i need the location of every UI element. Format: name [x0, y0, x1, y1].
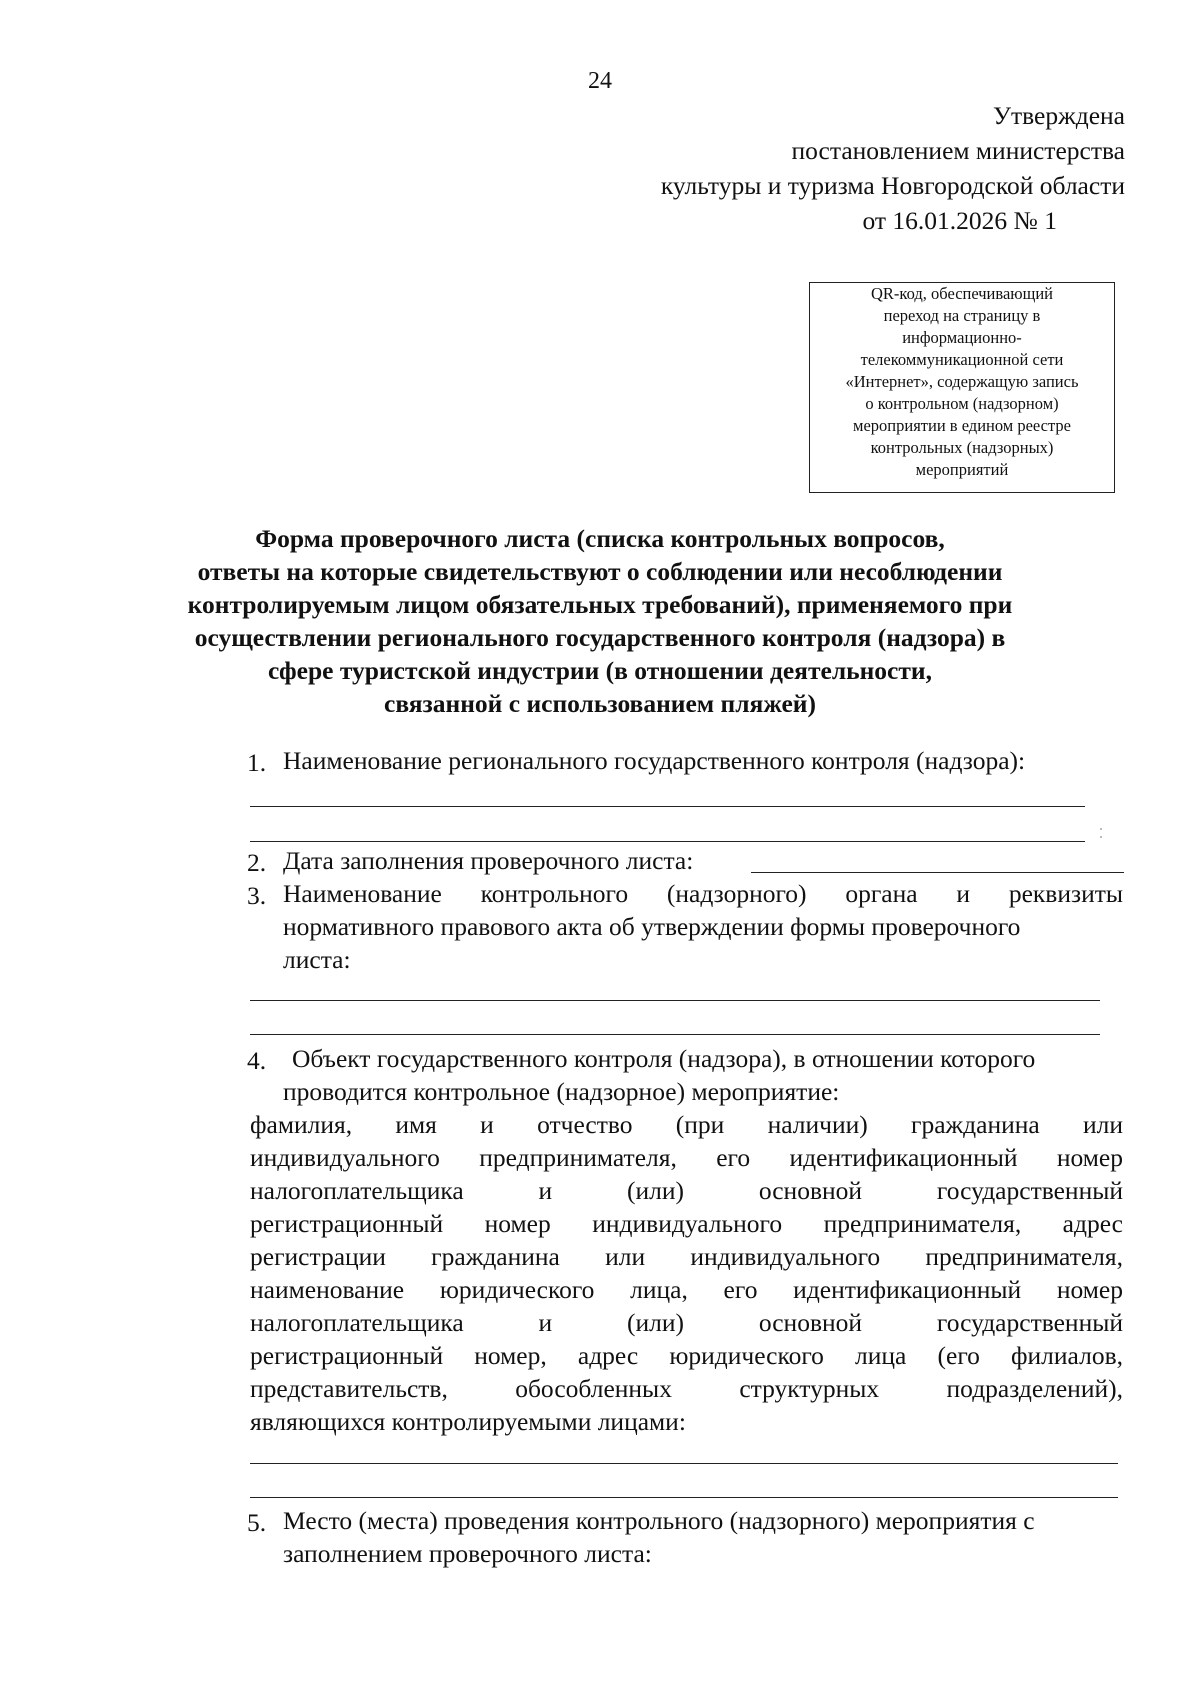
item-3-label-line-2: нормативного правового акта об утверждении формы проверочного — [283, 912, 1021, 941]
item-4-body-line: фамилия, имя и отчество (при наличии) гражданина или — [250, 1110, 1123, 1139]
item-1-number: 1. — [247, 748, 267, 777]
item-4-label-line-2: проводится контрольное (надзорное) мероприятие: — [283, 1077, 840, 1106]
form-title-line: контролируемым лицом обязательных требований), применяемого при — [187, 590, 1013, 619]
item-4-body-line: налогоплательщика и (или) основной государственный — [250, 1176, 1123, 1205]
item-4-body-line: регистрационный номер, адрес юридического лица (его филиалов, — [250, 1341, 1123, 1370]
item-2-number: 2. — [247, 848, 267, 877]
item-1-label: Наименование регионального государственного контроля (надзора): — [283, 746, 1026, 775]
form-title-line: сфере туристской индустрии (в отношении деятельности, — [268, 656, 932, 685]
qr-box-line: мероприятии в едином реестре — [853, 416, 1071, 435]
item-4-body-line: регистрации гражданина или индивидуального предпринимателя, — [250, 1242, 1123, 1271]
approval-stamp — [661, 98, 1125, 238]
item-4-body-line: налогоплательщика и (или) основной государственный — [250, 1308, 1123, 1337]
form-title — [120, 522, 1080, 720]
scan-specks — [1100, 828, 1104, 848]
approval-date: от 16.01.2026 № 1 — [862, 206, 1057, 235]
item-4-body-line: регистрационный номер индивидуального предпринимателя, адрес — [250, 1209, 1123, 1238]
item-3-label-line-3: листа: — [283, 945, 351, 974]
qr-box-line: телекоммуникационной сети — [860, 350, 1064, 369]
item-3-fill-line-2[interactable] — [250, 1034, 1100, 1035]
item-4-fill-line-2[interactable] — [250, 1497, 1118, 1498]
item-4-body-line: являющихся контролируемыми лицами: — [250, 1407, 686, 1436]
form-title-line: Форма проверочного листа (списка контрольных вопросов, — [255, 524, 945, 553]
approval-line-2: постановлением министерства — [791, 136, 1125, 165]
approval-line-1: Утверждена — [992, 101, 1125, 130]
approval-line-3: культуры и туризма Новгородской области — [660, 171, 1125, 200]
qr-box-line: QR-код, обеспечивающий — [871, 284, 1053, 303]
item-5-number: 5. — [247, 1508, 267, 1537]
item-4-body-line: представительств, обособленных структурных подразделений), — [250, 1374, 1123, 1403]
item-3-label-line-1: Наименование контрольного (надзорного) органа и реквизиты — [283, 879, 1123, 908]
item-4-number: 4. — [247, 1046, 267, 1075]
item-5-label-line-1: Место (места) проведения контрольного (надзорного) мероприятия с — [283, 1506, 1035, 1535]
qr-code-placeholder — [809, 282, 1115, 493]
item-4-label-line-1: Объект государственного контроля (надзора), в отношении которого — [292, 1044, 1036, 1073]
qr-box-line: о контрольном (надзорном) — [865, 394, 1059, 413]
page-number: 24 — [588, 68, 612, 94]
item-4-body-line: индивидуального предпринимателя, его идентификационный номер — [250, 1143, 1123, 1172]
qr-box-line: контрольных (надзорных) — [870, 438, 1054, 457]
qr-box-line: переход на страницу в — [883, 306, 1041, 325]
qr-box-line: мероприятий — [915, 460, 1009, 479]
item-1-fill-line-1[interactable] — [250, 806, 1085, 807]
item-3-number: 3. — [247, 881, 267, 910]
item-1-fill-line-2[interactable] — [250, 841, 1085, 842]
item-4-body-line: наименование юридического лица, его идентификационный номер — [250, 1275, 1123, 1304]
qr-box-line: «Интернет», содержащую запись — [845, 372, 1079, 391]
item-4-fill-line-1[interactable] — [250, 1463, 1118, 1464]
item-5-label-line-2: заполнением проверочного листа: — [283, 1539, 652, 1568]
form-title-line: осуществлении регионального государственного контроля (надзора) в — [194, 623, 1006, 652]
item-2-date-fill-line[interactable] — [751, 872, 1124, 873]
form-title-line: связанной с использованием пляжей) — [384, 689, 816, 718]
item-3-fill-line-1[interactable] — [250, 1000, 1100, 1001]
form-title-line: ответы на которые свидетельствуют о соблюдении или несоблюдении — [197, 557, 1003, 586]
qr-box-line: информационно- — [902, 328, 1022, 347]
item-2-label: Дата заполнения проверочного листа: — [283, 846, 694, 875]
